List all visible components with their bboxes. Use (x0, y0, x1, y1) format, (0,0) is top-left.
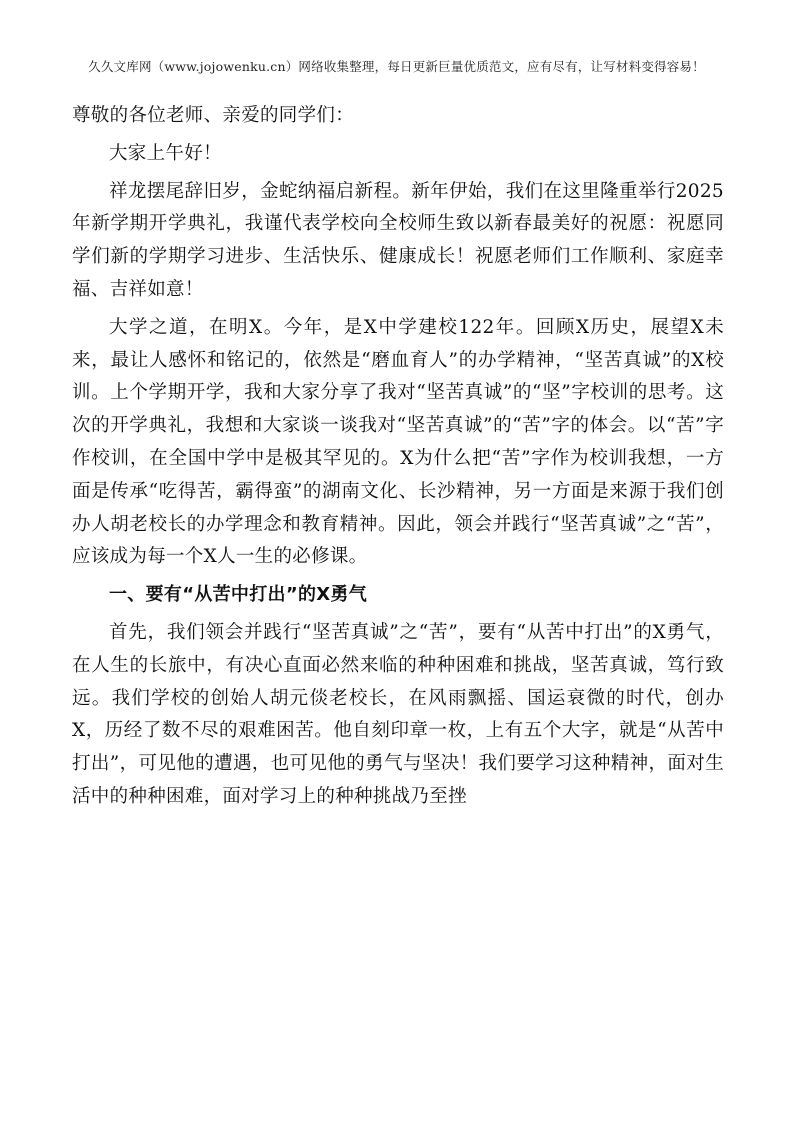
section-heading: 一、要有“从苦中打出”的X勇气 (109, 584, 368, 606)
salutation: 尊敬的各位老师、亲爱的同学们： (72, 105, 355, 126)
greeting: 大家上午好！ (109, 142, 222, 164)
section-paragraph: 首先，我们领会并践行“坚苦真诚”之“苦”，要有“从苦中打出”的X勇气，在人生的长旅中，有决心直面必然来临的种种困难和挑战，坚苦真诚，笃行致远。我们学校的创始人胡元倓老校长，在风雨飘摇、国运衰微的时代，创办X，历经了数不尽的艰难困苦。他自刻印章一枚，上有五个大字，就是“从苦中打出”，可见他的遭遇，也可见他的勇气与坚决！我们要学习这种精神，面对生活中的种种困难，面对学习上的种种挑战乃至挫 (72, 621, 724, 807)
document-body (72, 100, 724, 814)
page-header-banner: 久久文库网（www.jojowenku.cn）网络收集整理，每日更新巨量优质范文，应有尽有，让写材料变得容易！ (88, 59, 705, 74)
paragraph-school-motto: 大学之道，在明X。今年，是X中学建校122年。回顾X历史，展望X未来，最让人感怀和铭记的，依然是“磨血育人”的办学精神，“坚苦真诚”的X校训。上个学期开学，我和大家分享了我对“坚苦真诚”的“坚”字校训的思考。这次的开学典礼，我想和大家谈一谈我对“坚苦真诚”的“苦”字的体会。以“苦”字作校训，在全国中学中是极其罕见的。X为什么把“苦”字作为校训我想，一方面是传承“吃得苦，霸得蛮”的湖南文化、长沙精神，另一方面是来源于我们创办人胡老校长的办学理念和教育精神。因此，领会并践行“坚苦真诚”之“苦”，应该成为每一个X人一生的必修课。 (72, 316, 724, 568)
paragraph-new-year-wishes: 祥龙摆尾辞旧岁，金蛇纳福启新程。新年伊始，我们在这里隆重举行2025年新学期开学典礼，我谨代表学校向全校师生致以新春最美好的祝愿：祝愿同学们新的学期学习进步、生活快乐、健康成长！祝愿老师们工作顺利、家庭幸福、吉祥如意！ (72, 180, 724, 300)
